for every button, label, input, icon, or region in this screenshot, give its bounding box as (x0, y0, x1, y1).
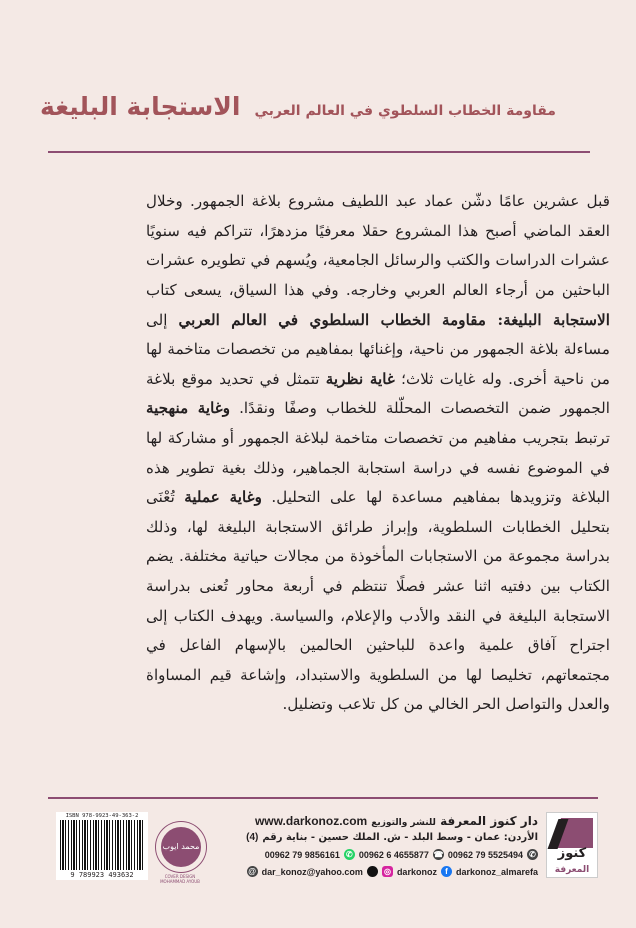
address-row (208, 829, 538, 846)
address: الأردن: عمان - وسط البلد - ش. الملك حسين - بناية رقم (262, 832, 538, 843)
blurb-text: تتمثل في تحديد موقع بلاغة الجمهور ضمن التخصصات المحلّلة للخطاب وصفًا ونقدًا. (146, 369, 610, 418)
email-icon: @ (248, 867, 257, 876)
social-row (208, 863, 538, 880)
whatsapp-number: 00962 79 9856161 (264, 849, 340, 860)
book-subtitle: مقاومة الخطاب السلطوي في العالم العربي (254, 103, 556, 119)
barcode-bars (60, 820, 144, 870)
publisher-name-row (208, 812, 538, 829)
mobile-icon: ✆ (527, 849, 538, 860)
footer (48, 812, 598, 882)
blurb-bold-practical: وغاية عملية (184, 488, 262, 507)
header (40, 92, 600, 121)
designer-seal-text: محمد ايوب (162, 842, 200, 851)
designer-seal (156, 822, 206, 872)
telephone-number: 00962 6 4655877 (358, 849, 429, 860)
email-link[interactable]: dar_konoz@yahoo.com (261, 866, 363, 877)
instagram-icon: ◎ (382, 866, 393, 877)
building-number: (4) (246, 832, 259, 843)
blurb-text: قبل عشرين عامًا دشّن عماد عبد اللطيف مشروع بلاغة الجمهور. وخلال العقد الماضي أصبح هذا المشروع حقلا معرفيًا مزدهرًا، تتراكم فيه سنويًا عشرات الدراسات والكتب والرسائل الجامعية، ويُسهم في تطويره عشرات الباحثين من أرجاء العالم العربي وخارجه. وفي هذا السياق، يسعى كتاب (146, 192, 610, 299)
designer-credit: COVER DESIGN MOHAMMAD AYOUB (160, 874, 200, 884)
publisher-tagline: للنشر والتوزيع (371, 817, 436, 828)
phones-row (208, 846, 538, 863)
instagram-link[interactable]: darkonoz (396, 866, 437, 877)
telephone-icon: ☎ (433, 850, 444, 859)
publisher-name (371, 814, 538, 828)
isbn-text: ISBN 978-9923-49-363-2 (65, 813, 139, 819)
blurb-text: إلى مساءلة بلاغة الجمهور من ناحية، وإغنائها بمفاهيم من تخصصات متاخمة لها من ناحية أخرى. وله غايات ثلاث؛ (146, 310, 610, 388)
mobile-number: 00962 79 5525494 (447, 849, 523, 860)
publisher-name-text: دار كنوز المعرفة (440, 813, 538, 828)
blurb-text: تُعْنَى بتحليل الخطابات السلطوية، وإبراز طرائق الاستجابة البليغة لها، وذلك بدراسة مجموعة من الاستجابات المأخوذة من مجالات حياتية مختلفة. يضم الكتاب بين دفتيه اثنا عشر فصلًا تنتظم في أربعة محاور تُعنى بدراسة الاستجابة البليغة في النقد والأدب والإعلام، والسياسة. ويهدف الكتاب إلى اجتراح آفاق علمية واعدة للباحثين الحالمين بالإسهام الفاعل في مجتمعاتهم، تخليصا لها من السلطوية والاستبداد، وإشاعة قيم المساواة والعدل والتواصل الحر الخالي من كل تلاعب وتضليل. (146, 488, 610, 714)
blurb-bold-methodological: وغاية منهجية (146, 399, 231, 418)
facebook-link[interactable]: darkonoz_almarefa (455, 866, 538, 877)
isbn-barcode (56, 812, 148, 880)
publisher-logo (546, 812, 598, 878)
dot-icon (367, 866, 378, 877)
logo-text: كنوز (557, 846, 587, 861)
publisher-info (208, 812, 538, 880)
barcode-number: 9 789923 493632 (70, 871, 134, 879)
logo-text-sub: المعرفة (554, 865, 590, 875)
top-divider (48, 151, 590, 153)
whatsapp-icon: ✆ (344, 849, 355, 860)
blurb-paragraph (146, 187, 610, 720)
website-link[interactable]: www.darkonoz.com (254, 813, 368, 828)
blurb-bold-theoretical: غاية نظرية (325, 369, 395, 388)
facebook-icon: f (441, 866, 452, 877)
blurb-text: ترتبط بتجريب مفاهيم من تخصصات متاخمة لبلاغة الجمهور أو مشاركة لها في الموضوع نفسه في دراسة استجابة الجماهير، وذلك بغية تطوير هذه البلاغة وتزويدها بمفاهيم مساعدة لها على التحليل. (146, 428, 610, 507)
bottom-divider (48, 797, 598, 799)
book-title: الاستجابة البليغة (40, 92, 241, 121)
blurb-bold-title: الاستجابة البليغة: مقاومة الخطاب السلطوي في العالم العربي (178, 310, 610, 329)
